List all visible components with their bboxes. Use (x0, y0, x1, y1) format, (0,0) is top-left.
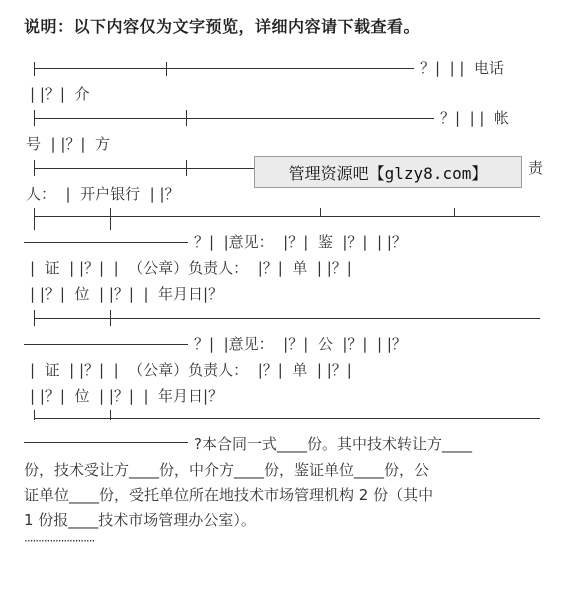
table-tick (110, 208, 111, 230)
table-tick (34, 310, 35, 326)
table-tick (320, 208, 321, 216)
table-tick (34, 208, 35, 230)
table-tick (34, 110, 35, 126)
table-rule (34, 168, 254, 169)
text-line: ？| |意见： |？| 鉴 |？| | |？ (194, 233, 407, 251)
closing-line-1: ?本合同一式____份。其中技术转让方____ (194, 435, 472, 453)
table-tick (110, 310, 111, 326)
table-rule (34, 118, 434, 119)
closing-line-2: 份，技术受让方____份，中介方____份，鉴证单位____份，公 (24, 461, 430, 479)
dotted-separator: ························· (24, 534, 95, 548)
table-rule (34, 68, 414, 69)
text-line: | |？| 介 (30, 85, 90, 103)
table-rule (24, 242, 188, 243)
closing-line-3: 证单位____份，受托单位所在地技术市场管理机构 2 份（其中 (24, 486, 434, 504)
table-tick (34, 410, 35, 420)
text-line: ？| |意见： |？| 公 |？| | |？ (194, 335, 407, 353)
preview-notice: 说明：以下内容仅为文字预览，详细内容请下载查看。 (24, 17, 421, 36)
table-tick (454, 208, 455, 216)
table-rule (24, 344, 188, 345)
text-line: | |？| 位 | |？| | 年月日|？ (30, 285, 224, 303)
text-line: 责 (528, 159, 544, 177)
text-line: | 证 | |？| | （公章）负责人： |？| 单 | |？| (30, 361, 352, 379)
text-line: 号 | |？| 方 (26, 135, 111, 153)
text-line: 人： | 开户银行 | |？ (26, 185, 180, 203)
watermark-logo: 管理资源吧【glzy8.com】 (254, 156, 522, 188)
text-line: | |？| 位 | |？| | 年月日|？ (30, 387, 224, 405)
table-tick (186, 160, 187, 176)
text-line: | 证 | |？| | （公章）负责人： |？| 单 | |？| (30, 259, 352, 277)
table-tick (110, 410, 111, 420)
table-tick (34, 160, 35, 176)
table-tick (166, 62, 167, 76)
text-line: ？| | | 帐 (440, 109, 510, 127)
closing-line-4: 1 份报____技术市场管理办公室）。 (24, 511, 256, 529)
table-tick (186, 110, 187, 126)
table-tick (34, 62, 35, 76)
text-line: ？| | | 电话 (420, 59, 505, 77)
